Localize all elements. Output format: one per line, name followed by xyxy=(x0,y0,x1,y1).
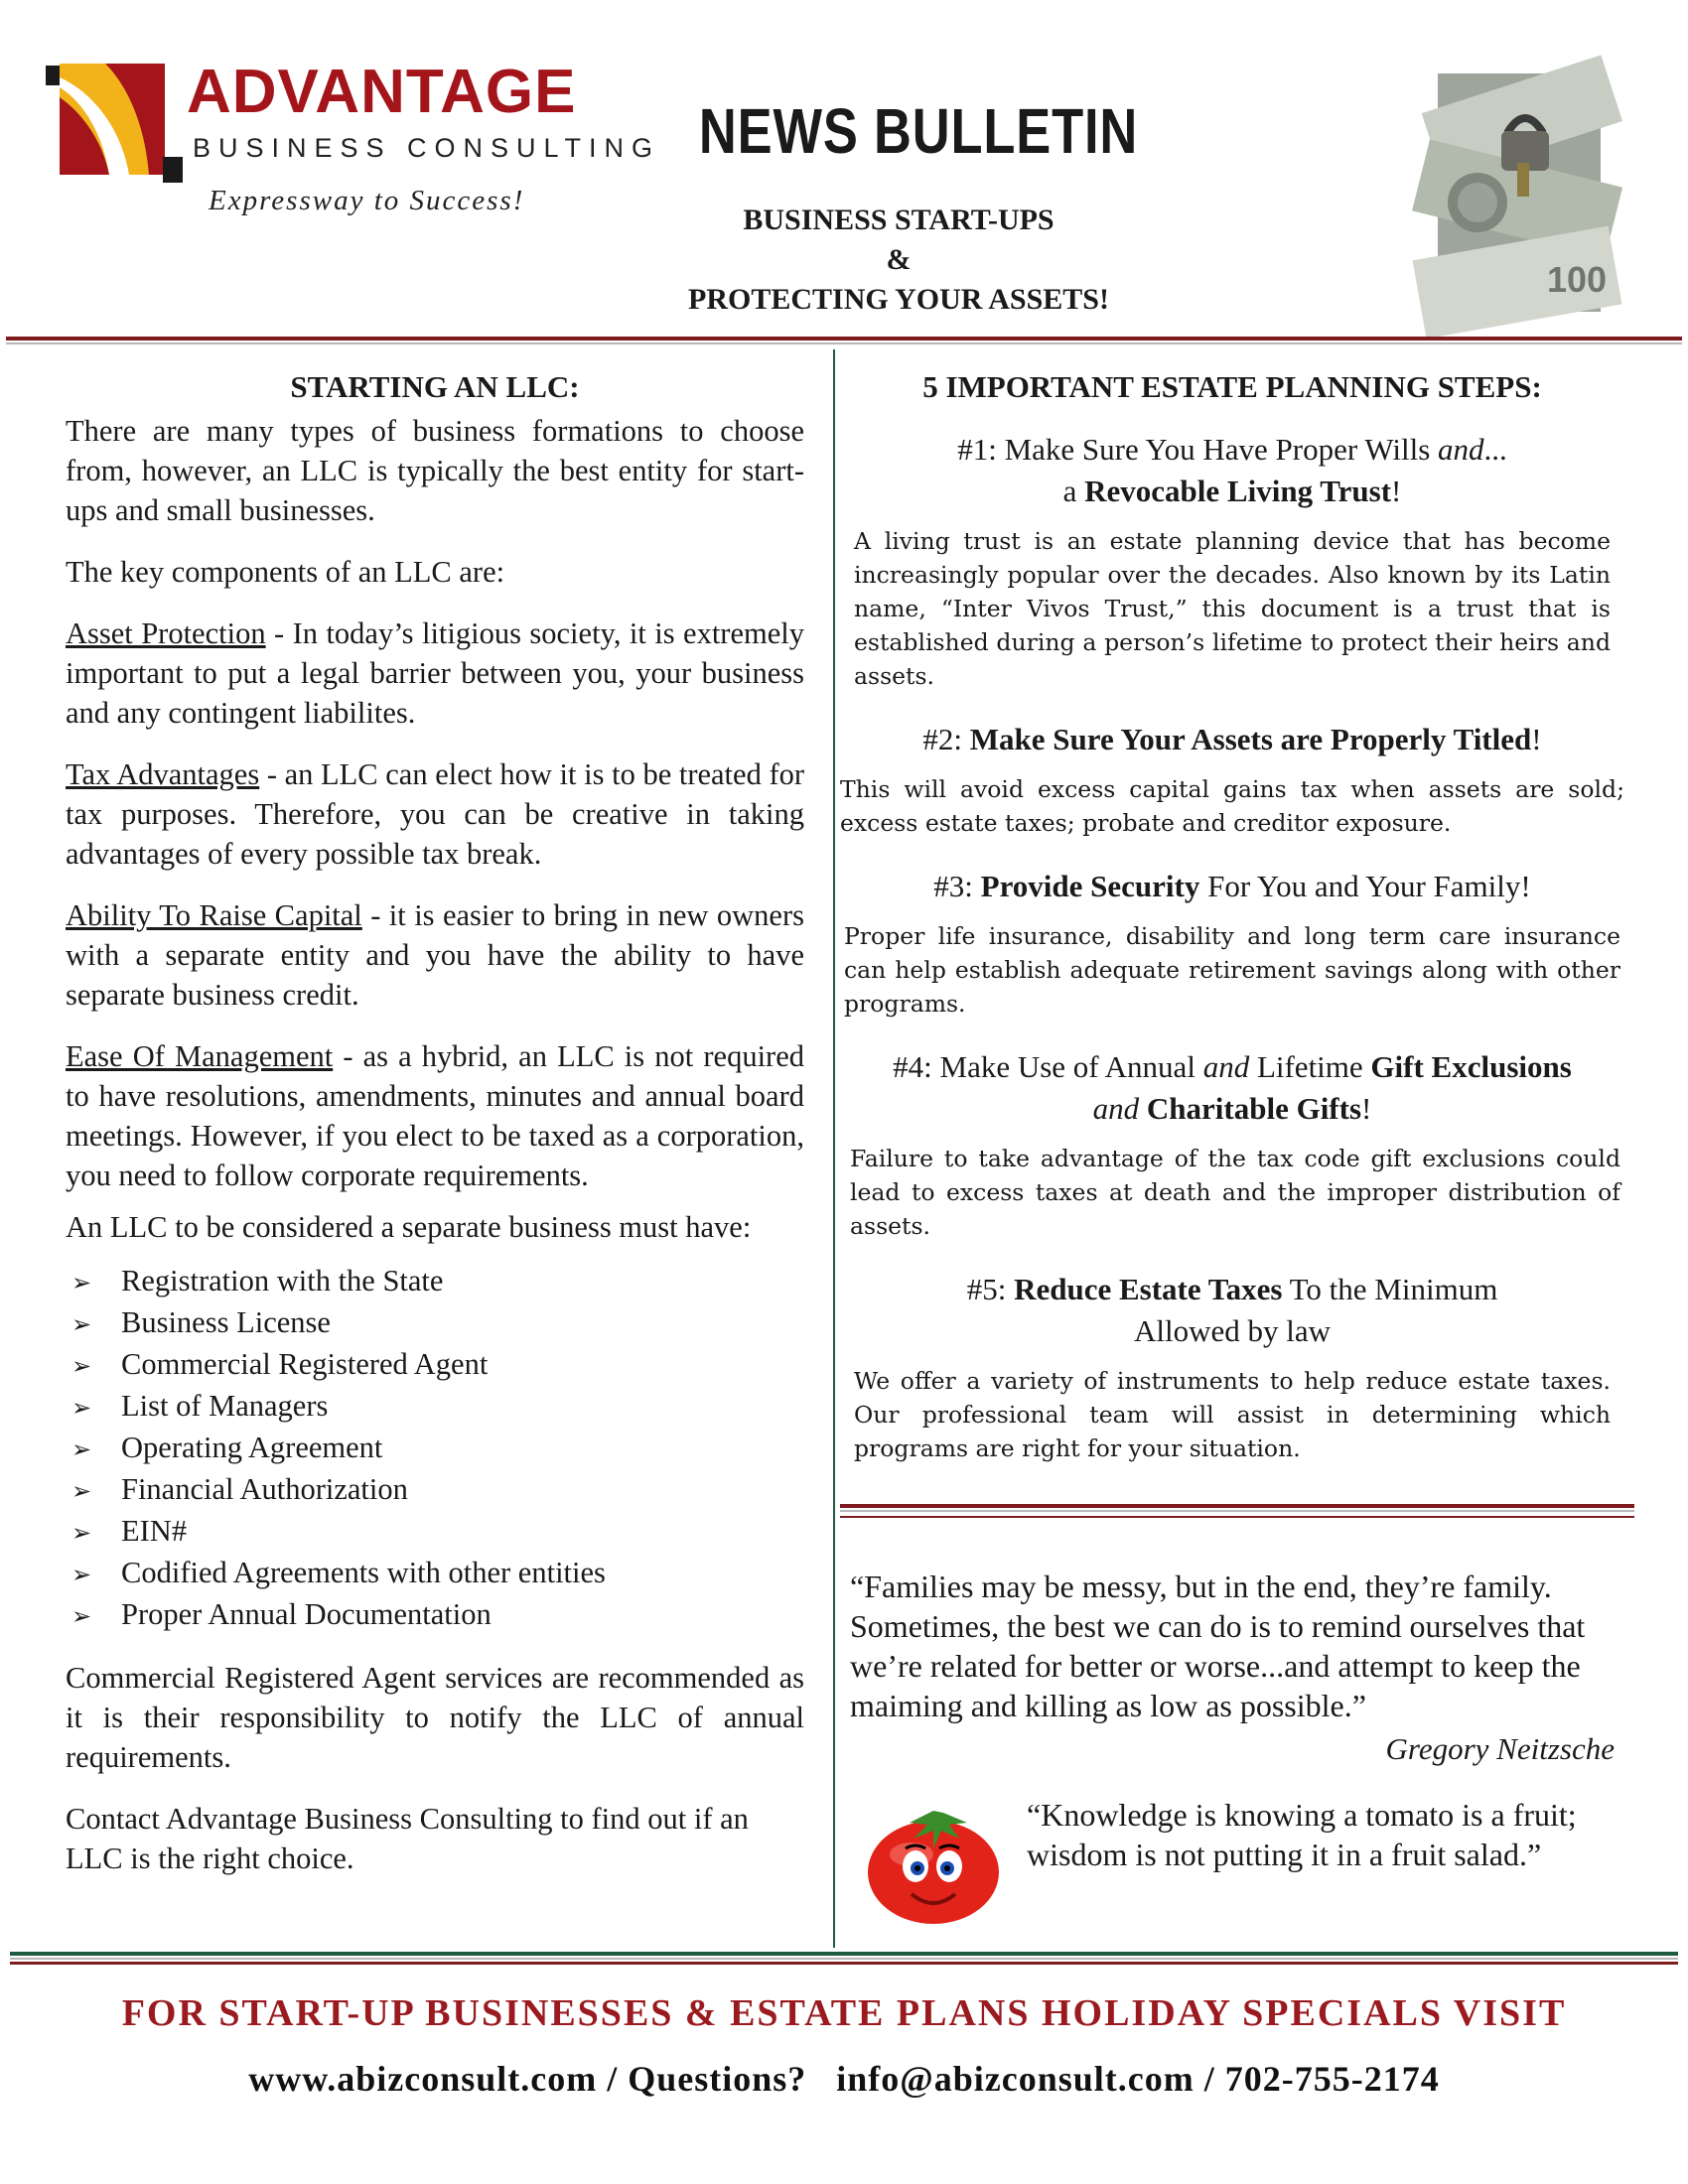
tax-advantages-text: - an LLC can elect how it is to be treated for tax purposes. Therefore, you can be creative in taking advantages of every possible tax break. xyxy=(66,757,805,871)
logo-subtitle: BUSINESS CONSULTING xyxy=(193,133,661,163)
step-3-body: Proper life insurance, disability and long term care insurance can help establish adequate retirement savings along with other programs. xyxy=(844,922,1620,1018)
arrow-bullet-icon: ➢ xyxy=(71,1269,92,1297)
header-rule-shadow xyxy=(6,342,1682,344)
step-2-body: This will avoid excess capital gains tax when assets are sold; excess estate taxes; probate and creditor exposure. xyxy=(840,775,1624,837)
step-4-number: #4 xyxy=(893,1049,924,1084)
quote-rule xyxy=(840,1504,1634,1508)
step-5-number: #5 xyxy=(966,1272,998,1306)
quote-author: Gregory Neitzsche xyxy=(1385,1731,1615,1766)
tax-advantages-para xyxy=(66,754,804,874)
list-item: ➢ List of Managers xyxy=(66,1386,804,1428)
step-1-heading: #1: Make Sure You Have Proper Wills and... a Revocable Living Trust! xyxy=(957,432,1507,508)
money-lock-photo-icon xyxy=(1438,73,1608,312)
asset-protection-para xyxy=(66,614,804,733)
list-item: ➢ Operating Agreement xyxy=(66,1428,804,1469)
step-2-number: #2 xyxy=(922,722,954,756)
contact-para: Contact Advantage Business Consulting to find out if an LLC is the right choice. xyxy=(66,1802,749,1875)
arrow-bullet-icon: ➢ xyxy=(71,1352,92,1380)
llc-key-components: The key components of an LLC are: xyxy=(66,555,505,589)
company-logo xyxy=(42,56,661,234)
headline-line-1: BUSINESS START-UPS xyxy=(743,204,1055,236)
arrow-bullet-icon: ➢ xyxy=(71,1477,92,1505)
footer-rule-shadow xyxy=(10,1958,1678,1960)
footer-rule-red xyxy=(10,1962,1678,1965)
sub-headline xyxy=(596,201,1201,320)
step-1-number: #1 xyxy=(957,432,989,467)
llc-checklist xyxy=(66,1261,804,1636)
raise-capital-para xyxy=(66,895,804,1015)
tomato-quote: “Knowledge is knowing a tomato is a fruit; wisdom is not putting it in a fruit salad.” xyxy=(1027,1797,1577,1872)
estate-heading: 5 IMPORTANT ESTATE PLANNING STEPS: xyxy=(922,369,1542,404)
quote-rule-2 xyxy=(840,1516,1634,1518)
step-5-heading: #5: Reduce Estate Taxes To the Minimum Allowed by law xyxy=(966,1272,1498,1348)
step-3-heading: #3: Provide Security For You and Your Family! xyxy=(933,869,1531,903)
raise-capital-label: Ability To Raise Capital xyxy=(66,898,362,932)
svg-text:100: 100 xyxy=(1547,259,1608,300)
step-1-body: A living trust is an estate planning device that has become increasingly popular over the decades. Also known by its Latin name, “Inter Vivos Trust,” this document is a trust that is established during a person’s lifetime to protect their heirs and assets. xyxy=(854,527,1611,690)
quote-rule-shadow xyxy=(840,1510,1634,1512)
must-have-line: An LLC to be considered a separate business must have: xyxy=(66,1210,752,1244)
llc-section xyxy=(66,367,804,1900)
step-4-heading: #4: Make Use of Annual and Lifetime Gift Exclusions and Charitable Gifts! xyxy=(893,1049,1572,1126)
header-rule xyxy=(6,337,1682,341)
footer-promo: FOR START-UP BUSINESSES & ESTATE PLANS HOLIDAY SPECIALS VISIT xyxy=(121,1992,1567,2034)
arrow-bullet-icon: ➢ xyxy=(71,1519,92,1547)
tax-advantages-label: Tax Advantages xyxy=(66,757,260,791)
website-link[interactable]: www.abizconsult.com xyxy=(248,2059,598,2099)
list-item: ➢ EIN# xyxy=(66,1511,804,1553)
column-divider xyxy=(833,349,835,1948)
arrow-bullet-icon: ➢ xyxy=(71,1435,92,1463)
asset-protection-text: - In today’s litigious society, it is extremely important to put a legal barrier between you, your business and any contingent liabilites. xyxy=(66,616,804,730)
arrow-bullet-icon: ➢ xyxy=(71,1394,92,1422)
step-3-number: #3 xyxy=(933,869,965,903)
ease-of-management-label: Ease Of Management xyxy=(66,1039,334,1073)
list-item: ➢ Registration with the State xyxy=(66,1261,804,1302)
registered-agent-para: Commercial Registered Agent services are recommended as it is their responsibility to notify the LLC of annual requirements. xyxy=(66,1661,804,1774)
llc-intro: There are many types of business formations to choose from, however, an LLC is typically the best entity for start-ups and small businesses. xyxy=(66,414,804,527)
asset-protection-label: Asset Protection xyxy=(66,616,266,650)
bulletin-title: NEWS BULLETIN xyxy=(698,95,1139,167)
llc-heading: STARTING AN LLC: xyxy=(290,369,580,404)
phone-number: 702-755-2174 xyxy=(1224,2059,1440,2099)
raise-capital-text: - it is easier to bring in new owners with a separate entity and you have the ability to have separate business credit. xyxy=(66,898,804,1012)
family-quote: “Families may be messy, but in the end, they’re family. Sometimes, the best we can do is to remind ourselves that we’re related for better or worse...and attempt to keep the maiming and killing as low as possible.” xyxy=(850,1569,1586,1723)
list-item: ➢ Codified Agreements with other entities xyxy=(66,1553,804,1594)
tomato-cartoon-icon xyxy=(854,1777,1013,1936)
step-5-body: We offer a variety of instruments to help reduce estate taxes. Our professional team will assist in determining which programs are right for your situation. xyxy=(854,1367,1611,1462)
arrow-bullet-icon: ➢ xyxy=(71,1602,92,1630)
tagline: Expressway to Success! xyxy=(209,185,525,216)
step-2-heading: #2: Make Sure Your Assets are Properly Titled! xyxy=(922,722,1542,756)
ease-of-management-para xyxy=(66,1036,804,1195)
headline-line-2: & xyxy=(886,243,912,276)
logo-mark-icon xyxy=(46,58,189,187)
list-item: ➢ Financial Authorization xyxy=(66,1469,804,1511)
arrow-bullet-icon: ➢ xyxy=(71,1310,92,1338)
ease-of-management-text: - as a hybrid, an LLC is not required to have resolutions, amendments, minutes and annual board meetings. However, if you elect to be taxed as a corporation, you need to follow corporate requirements. xyxy=(66,1039,804,1192)
arrow-bullet-icon: ➢ xyxy=(71,1561,92,1588)
list-item: ➢ Commercial Registered Agent xyxy=(66,1344,804,1386)
footer-rule xyxy=(10,1952,1678,1956)
logo-title: ADVANTAGE xyxy=(187,58,577,126)
headline-line-3: PROTECTING YOUR ASSETS! xyxy=(688,283,1109,316)
email-link[interactable]: info@abizconsult.com xyxy=(836,2059,1195,2099)
quotes-section xyxy=(850,1567,1615,1769)
estate-planning-section xyxy=(840,367,1624,1491)
list-item: ➢ Business License xyxy=(66,1302,804,1344)
footer-contact: www.abizconsult.com / Questions? info@abizconsult.com / 702-755-2174 xyxy=(248,2059,1440,2099)
list-item: ➢ Proper Annual Documentation xyxy=(66,1594,804,1636)
step-4-body: Failure to take advantage of the tax code gift exclusions could lead to excess taxes at death and the improper distribution of assets. xyxy=(850,1145,1620,1240)
